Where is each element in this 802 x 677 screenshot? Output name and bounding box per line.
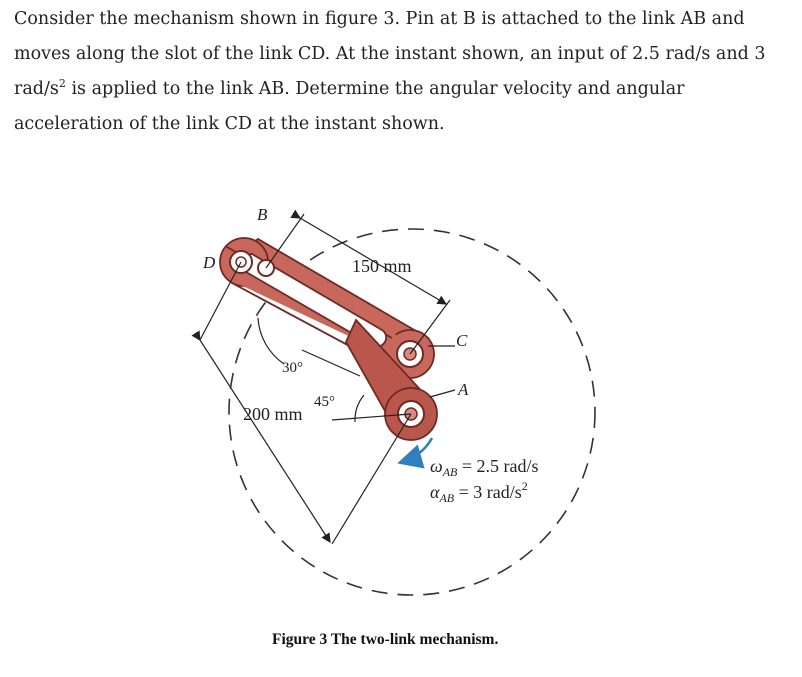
omega-value: = 2.5 rad/s xyxy=(457,456,539,476)
problem-superscript: 2 xyxy=(58,77,66,91)
label-a: A xyxy=(458,380,469,399)
figure-caption: Figure 3 The two-link mechanism. xyxy=(272,631,499,648)
omega-label xyxy=(430,456,539,479)
omega-subscript: AB xyxy=(442,465,458,479)
dimension-150mm: 150 mm xyxy=(352,256,412,276)
label-b: B xyxy=(257,205,268,224)
omega-arrow xyxy=(402,438,432,462)
angle-45: 45° xyxy=(314,394,335,410)
label-c: C xyxy=(456,331,468,350)
alpha-symbol: α xyxy=(430,482,440,502)
alpha-label xyxy=(430,479,528,505)
problem-text-part1: Consider the mechanism shown in figure 3. Pin at B is attached to the link AB and moves along the slot of the link CD. At the instant shown, an input of 2.5 rad/s and 3 rad/s xyxy=(14,9,766,99)
omega-symbol: ω xyxy=(430,456,443,476)
dimension-200mm: 200 mm xyxy=(243,404,303,424)
alpha-superscript: 2 xyxy=(521,479,528,493)
alpha-subscript: AB xyxy=(439,491,455,505)
problem-text-part2: is applied to the link AB. Determine the angular velocity and angular acceleration of the link CD at the instant shown. xyxy=(14,79,685,134)
alpha-value: = 3 rad/s xyxy=(454,482,522,502)
angle-30: 30° xyxy=(282,360,303,376)
label-d: D xyxy=(203,253,216,272)
